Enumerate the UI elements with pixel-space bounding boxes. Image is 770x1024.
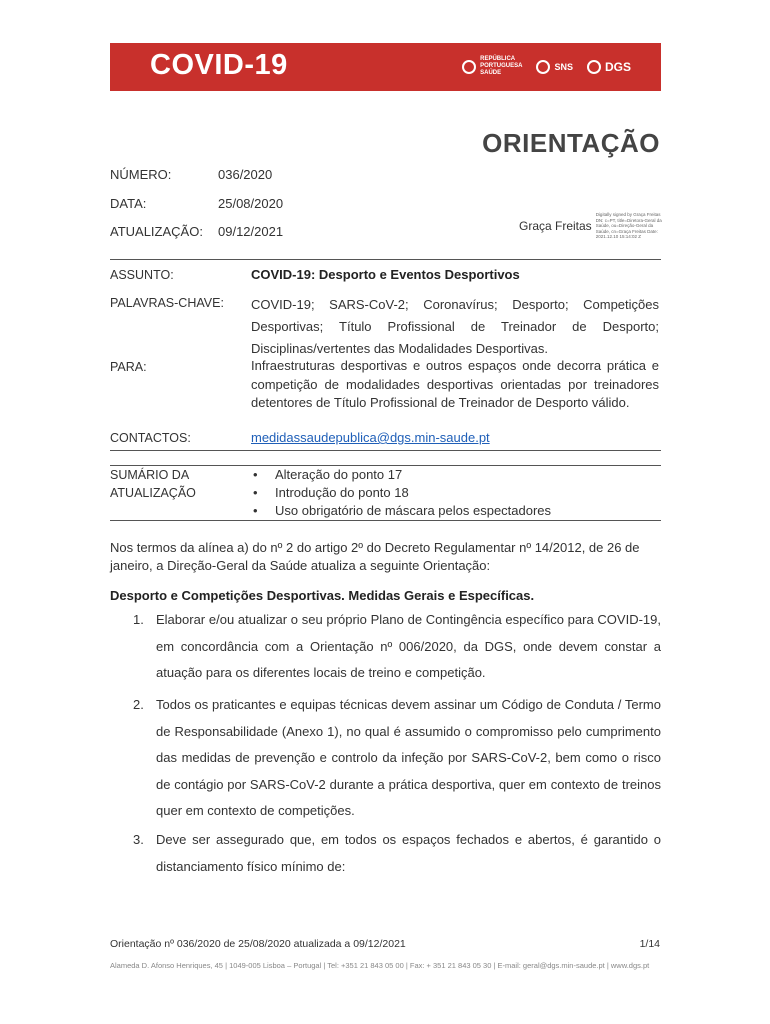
document-heading: ORIENTAÇÃO bbox=[482, 128, 660, 158]
list-item: • Introdução do ponto 18 bbox=[253, 485, 409, 500]
republica-logo bbox=[462, 56, 522, 77]
bullet-icon: • bbox=[253, 485, 258, 500]
data-value: 25/08/2020 bbox=[218, 196, 284, 211]
item-number: 3. bbox=[133, 832, 144, 847]
numero-value: 036/2020 bbox=[218, 167, 273, 182]
bullet-icon: • bbox=[253, 467, 258, 482]
section-title: Desporto e Competições Desportivas. Medidas Gerais e Específicas. bbox=[110, 588, 535, 603]
list-item: • Uso obrigatório de máscara pelos espectadores bbox=[253, 503, 552, 518]
logos bbox=[462, 56, 631, 77]
data-label: DATA: bbox=[110, 196, 147, 211]
atualizacao-value: 09/12/2021 bbox=[218, 224, 284, 239]
intro-paragraph: Nos termos da alínea a) do nº 2 do artigo 2º do Decreto Regulamentar nº 14/2012, de 26 de janeiro, a Direção-Geral da Saúde atualiza a seguinte Orientação: bbox=[110, 540, 640, 573]
para-label: PARA: bbox=[110, 360, 147, 374]
sns-text: SNS bbox=[554, 61, 573, 72]
palavras-chave-label: PALAVRAS-CHAVE: bbox=[110, 296, 224, 310]
sumario-label-line2: ATUALIZAÇÃO bbox=[110, 486, 196, 500]
sns-emblem-icon bbox=[536, 60, 550, 74]
dgs-logo bbox=[587, 60, 631, 74]
republica-line3: SAÚDE bbox=[480, 70, 502, 76]
list-item: • Alteração do ponto 17 bbox=[253, 467, 403, 482]
republica-emblem-icon bbox=[462, 60, 476, 74]
numbered-item bbox=[133, 692, 661, 825]
item-text: Todos os praticantes e equipas técnicas devem assinar um Código de Conduta / Termo de Responsabilidade (Anexo 1), no qual é assumido o compromisso pelo cumprimento das medidas de prevenção e controlo da infeção por SARS-CoV-2, bem como o risco de contágio por SARS-CoV-2 durante a prática desportiva, quer em contexto de treinos quer em contexto de competições. bbox=[156, 697, 661, 818]
numero-label: NÚMERO: bbox=[110, 167, 172, 182]
republica-line2: PORTUGUESA bbox=[480, 63, 523, 69]
summary-list bbox=[251, 466, 661, 520]
signature-name: Graça Freitas bbox=[519, 218, 592, 233]
footer-reference: Orientação nº 036/2020 de 25/08/2020 atualizada a 09/12/2021 bbox=[110, 938, 406, 950]
divider bbox=[110, 259, 661, 260]
numbered-item bbox=[133, 827, 661, 880]
dgs-text: DGS bbox=[604, 59, 631, 74]
banner-title: COVID-19 bbox=[150, 49, 288, 81]
item-text: Elaborar e/ou atualizar o seu próprio Plano de Contingência específico para COVID-19, em concordância com a Orientação nº 006/2020, da DGS, onde devem constar a atuação para os diferentes locais de treino e competição. bbox=[156, 612, 661, 680]
page-number: 1/14 bbox=[639, 938, 660, 950]
item-number: 1. bbox=[133, 612, 144, 627]
numbered-item bbox=[133, 607, 661, 687]
atualizacao-label: ATUALIZAÇÃO: bbox=[110, 224, 203, 239]
dgs-emblem-icon bbox=[587, 60, 601, 74]
divider bbox=[110, 520, 661, 521]
covid-banner bbox=[110, 43, 661, 91]
palavras-chave-value: COVID-19; SARS-CoV-2; Coronavírus; Desporto; Competições Desportivas; Título Profissional de Treinador de Desporto; Disciplinas/vertentes das Modalidades Desportivas. bbox=[251, 297, 659, 356]
assunto-value: COVID-19: Desporto e Eventos Desportivos bbox=[251, 267, 520, 282]
digital-signature bbox=[519, 212, 666, 240]
republica-line1: REPÚBLICA bbox=[480, 56, 516, 62]
bullet-icon: • bbox=[253, 503, 258, 518]
sns-logo bbox=[536, 60, 573, 74]
item-text: Deve ser assegurado que, em todos os espaços fechados e abertos, é garantido o distanciamento físico mínimo de: bbox=[156, 832, 661, 874]
divider bbox=[110, 450, 661, 451]
assunto-label: ASSUNTO: bbox=[110, 268, 174, 282]
contactos-label: CONTACTOS: bbox=[110, 431, 191, 445]
signature-details: Digitally signed by Graça Freitas DN: c=PT, title=Diretora-Geral da Saúde, ou=Direção-Geral da Saúde, cn=Graça Freitas Date: 2021.12.10 15:14:02 Z bbox=[595, 212, 662, 239]
item-number: 2. bbox=[133, 697, 144, 712]
footer-address: Alameda D. Afonso Henriques, 45 | 1049-005 Lisboa – Portugal | Tel: +351 21 843 05 00 | Fax: + 351 21 843 05 30 | E-mail: geral@dgs.min-saude.pt | www.dgs.pt bbox=[110, 961, 650, 970]
contact-email-link[interactable]: medidassaudepublica@dgs.min-saude.pt bbox=[251, 430, 490, 445]
sumario-label-line1: SUMÁRIO DA bbox=[110, 468, 190, 482]
para-value: Infraestruturas desportivas e outros espaços onde decorra prática e competição de modalidades desportivas orientadas por treinadores detentores de Título Profissional de Treinador de Desporto válido. bbox=[251, 358, 659, 410]
